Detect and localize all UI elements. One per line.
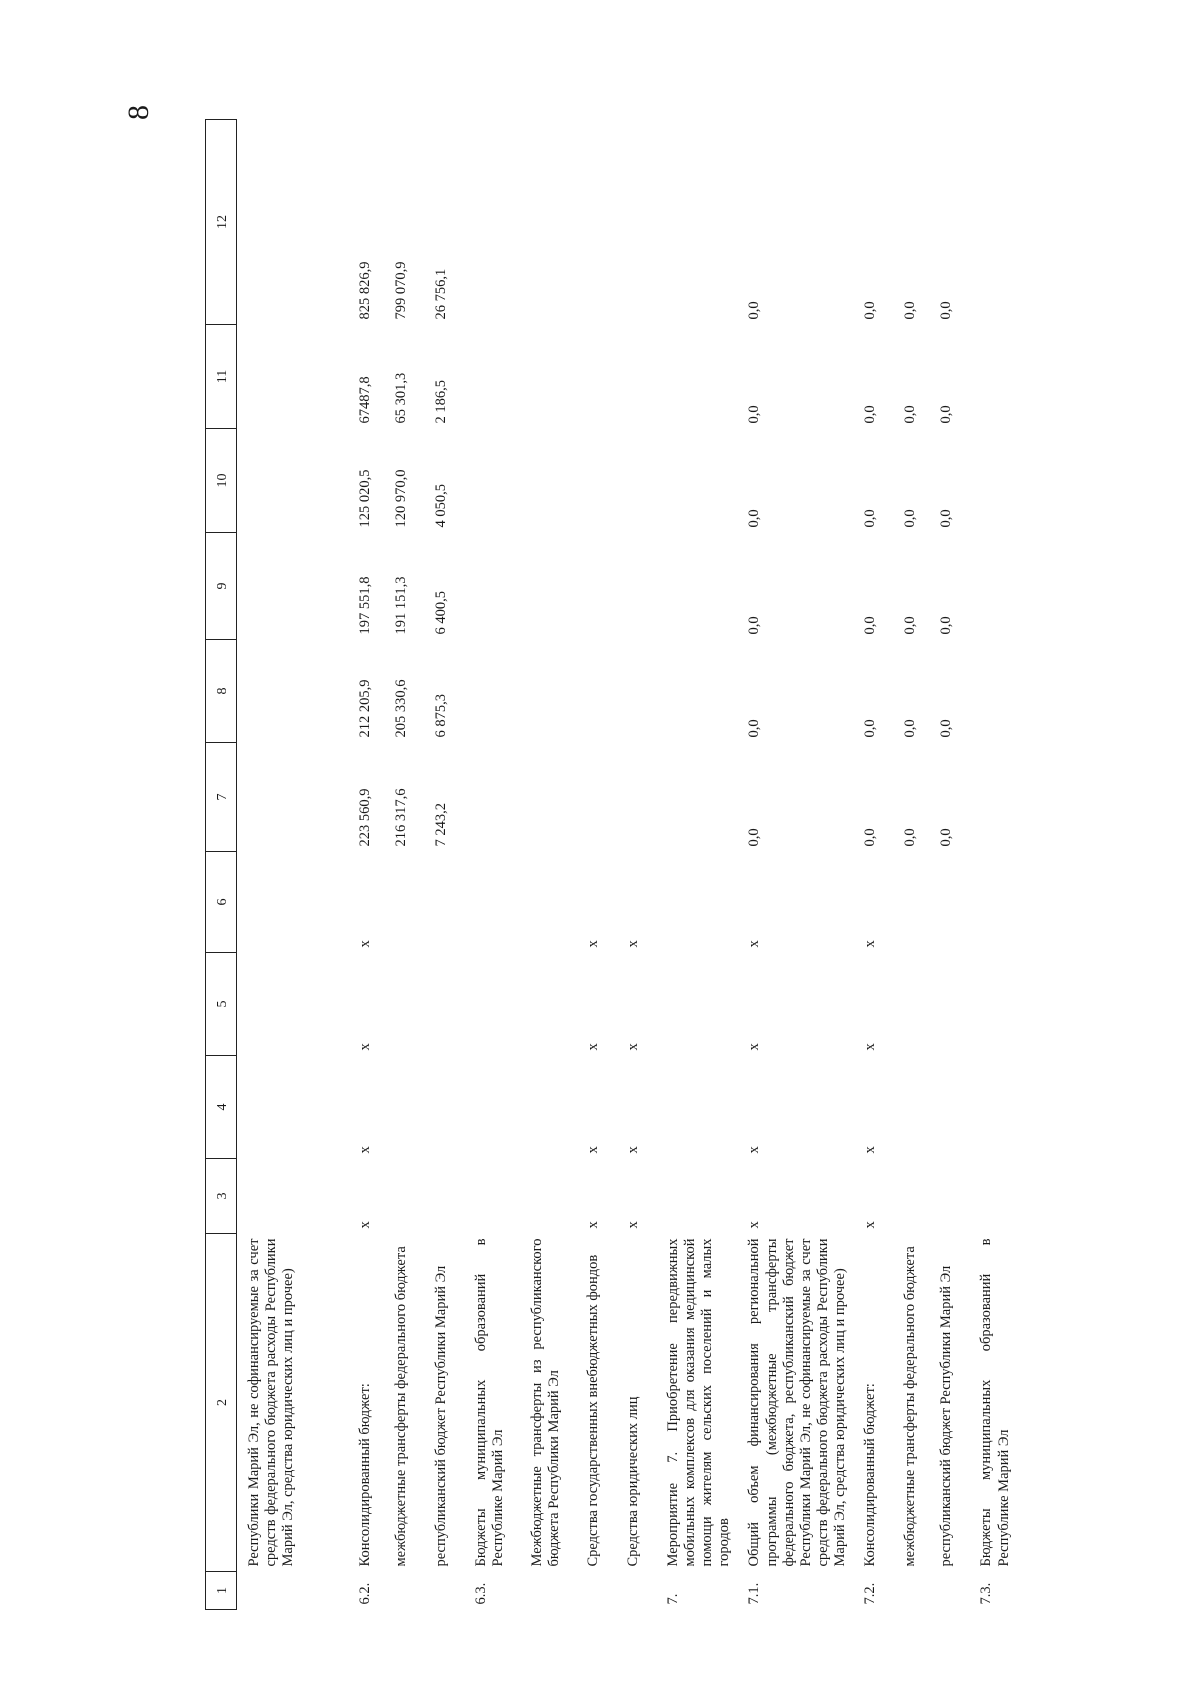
cell-col-8: 0,0 [746,719,763,738]
cell-col-4 [656,1056,737,1159]
table-row [969,120,1025,1610]
cell-col-3 [384,1159,424,1234]
cell-col-5 [929,953,969,1056]
row-description: республиканский бюджет Республики Марий Эл [938,1265,955,1567]
cell-col-10: 0,0 [862,509,879,528]
cell-col-12 [656,120,737,325]
cell-col-3: х [746,1221,763,1229]
row-number [520,1572,576,1610]
cell-col-6 [969,852,1025,953]
column-header: 3 [206,1159,237,1234]
cell-col-12 [464,120,520,325]
table-row [520,120,576,1610]
cell-col-9 [656,533,737,640]
cell-col-7: 223 560,9 [357,788,374,847]
cell-col-10: 120 970,0 [393,469,410,528]
row-number: 7.2. [862,1582,879,1605]
cell-col-6 [424,852,464,953]
row-number: 7. [665,1593,682,1605]
row-description: Средства государственных внебюджетных фондов [585,1254,602,1567]
row-description: межбюджетные трансферты федерального бюджета [902,1246,919,1567]
cell-col-10: 125 020,5 [357,469,374,528]
cell-col-5 [520,953,576,1056]
cell-col-10: 4 050,5 [433,484,450,528]
cell-col-6 [893,852,929,953]
cell-col-8: 0,0 [938,719,955,738]
row-number: 7.3. [978,1582,995,1605]
column-header: 5 [206,953,237,1056]
column-header: 9 [206,533,237,640]
table-row [348,120,384,1610]
cell-col-11: 0,0 [938,405,955,424]
rotated-page [205,120,1085,1610]
cell-col-4 [520,1056,576,1159]
cell-col-11: 0,0 [862,405,879,424]
cell-col-8 [576,640,616,743]
cell-col-3: х [625,1221,642,1229]
cell-col-9: 197 551,8 [357,576,374,635]
cell-col-6: х [357,940,374,948]
table-row [424,120,464,1610]
cell-col-4: х [746,1146,763,1154]
cell-col-5 [656,953,737,1056]
cell-col-12 [969,120,1025,325]
cell-col-4 [969,1056,1025,1159]
cell-col-7: 0,0 [902,828,919,847]
table-row [656,120,737,1610]
cell-col-7 [656,743,737,852]
cell-col-7: 216 317,6 [393,788,410,847]
row-number [384,1572,424,1610]
row-number [236,1572,348,1610]
cell-col-5: х [625,1043,642,1051]
cell-col-5: х [862,1043,879,1051]
cell-col-11: 67487,8 [357,376,374,424]
cell-col-10: 0,0 [902,509,919,528]
cell-col-3 [969,1159,1025,1234]
cell-col-11 [464,325,520,429]
cell-col-6 [236,852,348,953]
cell-col-5: х [357,1043,374,1051]
cell-col-8 [616,640,656,743]
cell-col-7: 0,0 [862,828,879,847]
cell-col-10 [576,429,616,533]
cell-col-3: х [357,1221,374,1229]
cell-col-12 [236,120,348,325]
cell-col-4: х [862,1146,879,1154]
cell-col-4: х [625,1146,642,1154]
cell-col-9 [969,533,1025,640]
cell-col-9: 0,0 [862,616,879,635]
cell-col-6 [384,852,424,953]
cell-col-9 [236,533,348,640]
column-header: 4 [206,1056,237,1159]
cell-col-6: х [862,940,879,948]
cell-col-11: 0,0 [746,405,763,424]
cell-col-12: 0,0 [862,301,879,320]
cell-col-10: 0,0 [938,509,955,528]
cell-col-4 [424,1056,464,1159]
cell-col-10 [520,429,576,533]
cell-col-3: х [585,1221,602,1229]
cell-col-3: х [862,1221,879,1229]
cell-col-8: 6 875,3 [433,694,450,738]
cell-col-8 [236,640,348,743]
cell-col-9 [520,533,576,640]
row-number [893,1572,929,1610]
cell-col-5 [893,953,929,1056]
cell-col-4: х [357,1146,374,1154]
cell-col-8 [969,640,1025,743]
cell-col-3 [893,1159,929,1234]
cell-col-8: 0,0 [902,719,919,738]
column-header: 10 [206,429,237,533]
cell-col-10 [464,429,520,533]
cell-col-11: 0,0 [902,405,919,424]
row-number: 6.3. [473,1582,490,1605]
cell-col-7 [520,743,576,852]
cell-col-11 [656,325,737,429]
row-description: Консолидированный бюджет: [862,1383,879,1567]
cell-col-10 [969,429,1025,533]
column-header: 6 [206,852,237,953]
row-description: Общий объем финансирования региональной программы (межбюджетные трансферты федерального бюджета, республиканский бюджет Республики Марий Эл, не софинансируемые за счет средств федерального бюджета расходы Республики Марий Эл, средства юридических лиц и прочее) [746,1238,848,1567]
row-description: Мероприятие 7. Приобретение передвижных мобильных комплексов для оказания медицинской помощи жителям сельских поселений и малых городов [665,1238,733,1567]
cell-col-8 [656,640,737,743]
cell-col-6 [520,852,576,953]
table-row [464,120,520,1610]
row-description: Бюджеты муниципальных образований в Республике Марий Эл [978,1238,1012,1567]
cell-col-3 [520,1159,576,1234]
cell-col-5 [236,953,348,1056]
cell-col-9 [464,533,520,640]
cell-col-3 [656,1159,737,1234]
cell-col-9 [616,533,656,640]
row-description: республиканский бюджет Республики Марий Эл [433,1265,450,1567]
cell-col-12: 0,0 [746,301,763,320]
cell-col-9: 191 151,3 [393,576,410,635]
cell-col-3 [464,1159,520,1234]
column-header: 11 [206,325,237,429]
cell-col-8 [464,640,520,743]
cell-col-11 [520,325,576,429]
row-number [616,1572,656,1610]
row-number: 7.1. [746,1582,763,1605]
cell-col-12: 799 070,9 [393,261,410,320]
cell-col-5: х [746,1043,763,1051]
cell-col-9: 0,0 [746,616,763,635]
row-number [424,1572,464,1610]
cell-col-11 [616,325,656,429]
cell-col-6 [656,852,737,953]
row-description: межбюджетные трансферты федерального бюджета [393,1246,410,1567]
cell-col-5 [969,953,1025,1056]
table-row [893,120,929,1610]
cell-col-7 [969,743,1025,852]
table-row [576,120,616,1610]
row-description: Республики Марий Эл, не софинансируемые за счет средств федерального бюджета расходы Республики Марий Эл, средства юридических лиц и прочее) [245,1238,296,1567]
cell-col-8: 212 205,9 [357,679,374,738]
table-row [737,120,853,1610]
column-header: 8 [206,640,237,743]
cell-col-9: 0,0 [938,616,955,635]
cell-col-11: 2 186,5 [433,380,450,424]
cell-col-10: 0,0 [746,509,763,528]
cell-col-6: х [746,940,763,948]
cell-col-11 [576,325,616,429]
cell-col-9: 0,0 [902,616,919,635]
cell-col-7: 0,0 [746,828,763,847]
cell-col-10 [656,429,737,533]
cell-col-5 [464,953,520,1056]
cell-col-8: 0,0 [862,719,879,738]
cell-col-5: х [585,1043,602,1051]
table-row [853,120,893,1610]
cell-col-9 [576,533,616,640]
cell-col-6: х [585,940,602,948]
cell-col-10 [616,429,656,533]
cell-col-12: 0,0 [902,301,919,320]
cell-col-4 [893,1056,929,1159]
cell-col-12: 0,0 [938,301,955,320]
cell-col-6 [464,852,520,953]
cell-col-7: 0,0 [938,828,955,847]
cell-col-10 [236,429,348,533]
cell-col-9: 6 400,5 [433,591,450,635]
column-header: 7 [206,743,237,852]
cell-col-4 [464,1056,520,1159]
cell-col-7 [464,743,520,852]
cell-col-7 [616,743,656,852]
cell-col-12 [576,120,616,325]
cell-col-8 [520,640,576,743]
page-number: 8 [122,105,155,120]
row-number [576,1572,616,1610]
cell-col-4 [929,1056,969,1159]
cell-col-11 [969,325,1025,429]
column-header: 12 [206,120,237,325]
row-description: Бюджеты муниципальных образований в Республике Марий Эл [473,1238,507,1567]
cell-col-8: 205 330,6 [393,679,410,738]
cell-col-3 [236,1159,348,1234]
cell-col-11 [236,325,348,429]
header-row [206,120,237,1610]
cell-col-4 [384,1056,424,1159]
table-row [236,120,348,1610]
table-row [616,120,656,1610]
cell-col-5 [384,953,424,1056]
row-number: 6.2. [357,1582,374,1605]
column-header: 1 [206,1572,237,1610]
cell-col-3 [929,1159,969,1234]
cell-col-4 [236,1056,348,1159]
table-row [384,120,424,1610]
cell-col-12 [520,120,576,325]
cell-col-12 [616,120,656,325]
cell-col-11: 65 301,3 [393,372,410,424]
table-row [929,120,969,1610]
row-number [929,1572,969,1610]
cell-col-3 [424,1159,464,1234]
cell-col-5 [424,953,464,1056]
cell-col-12: 825 826,9 [357,261,374,320]
row-description: Межбюджетные трансферты из республиканского бюджета Республики Марий Эл [529,1238,563,1567]
financing-table [205,119,1025,1610]
row-description: Консолидированный бюджет: [357,1383,374,1567]
cell-col-7 [576,743,616,852]
row-description: Средства юридических лиц [625,1396,642,1567]
column-header: 2 [206,1234,237,1572]
cell-col-6 [929,852,969,953]
cell-col-7 [236,743,348,852]
cell-col-12: 26 756,1 [433,268,450,320]
cell-col-7: 7 243,2 [433,803,450,847]
cell-col-4: х [585,1146,602,1154]
cell-col-6: х [625,940,642,948]
